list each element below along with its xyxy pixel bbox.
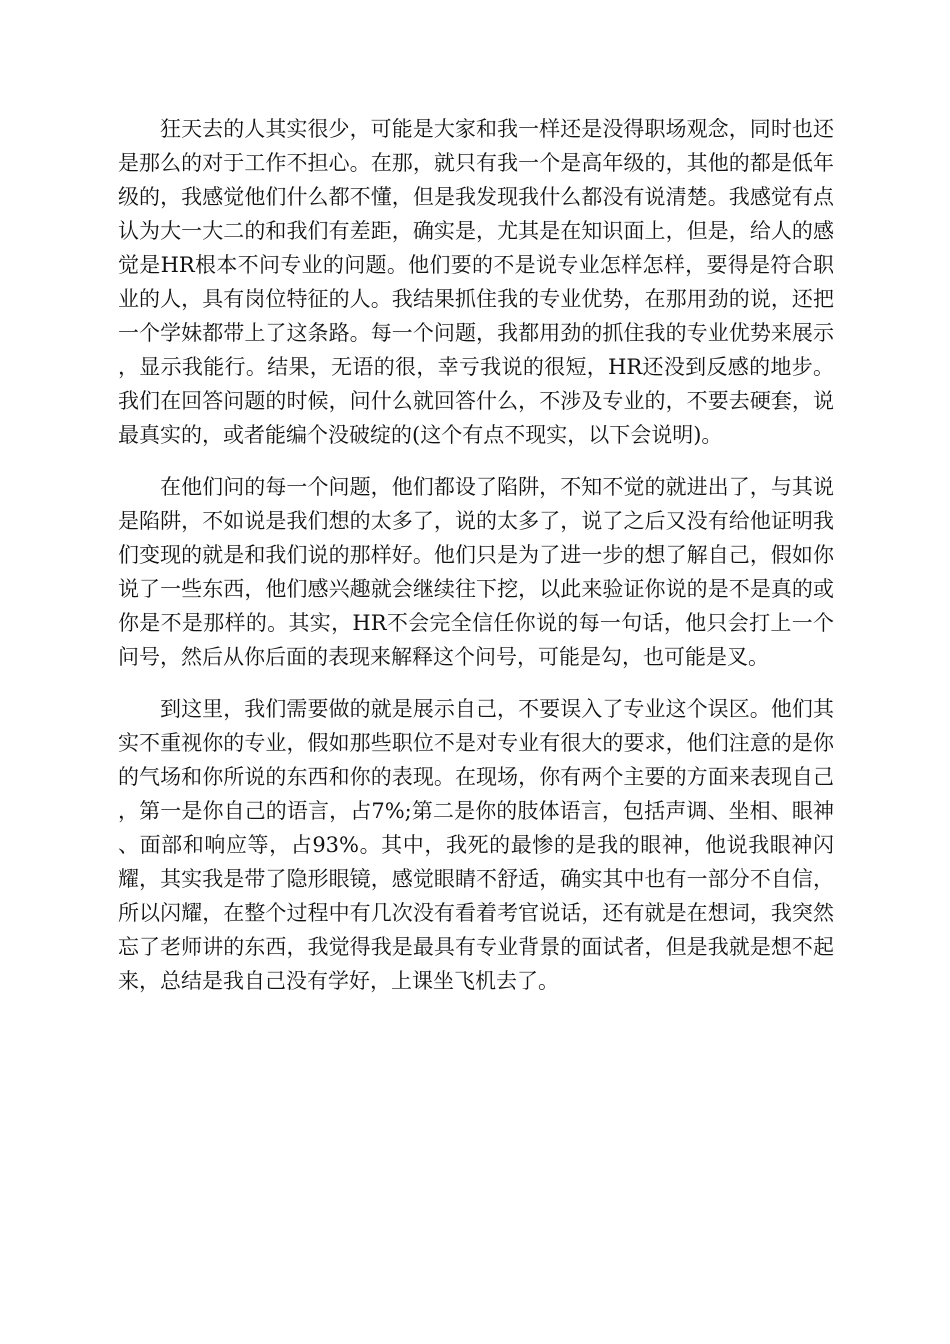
paragraph-2: 在他们问的每一个问题，他们都设了陷阱，不知不觉的就进出了，与其说是陷阱，不如说是我们想的太多了，说的太多了，说了之后又没有给他证明我们变现的就是和我们说的那样好。他们只是为了进一步的想了解自己，假如你说了一些东西，他们感兴趣就会继续往下挖，以此来验证你说的是不是真的或你是不是那样的。其实，HR不会完全信任你说的每一句话，他只会打上一个问号，然后从你后面的表现来解释这个问号，可能是勾，也可能是叉。 (118, 475, 834, 669)
paragraph-3: 到这里，我们需要做的就是展示自己，不要误入了专业这个误区。他们其实不重视你的专业，假如那些职位不是对专业有很大的要求，他们注意的是你的气场和你所说的东西和你的表现。在现场，你有两个主要的方面来表现自己，第一是你自己的语言，占7%;第二是你的肢体语言，包括声调、坐相、眼神、面部和响应等，占93%。其中，我死的最惨的是我的眼神，他说我眼神闪耀，其实我是带了隐形眼镜，感觉眼睛不舒适，确实其中也有一部分不自信，所以闪耀，在整个过程中有几次没有看着考官说话，还有就是在想词，我突然忘了老师讲的东西，我觉得我是最具有专业背景的面试者，但是我就是想不起来，总结是我自己没有学好，上课坐飞机去了。 (118, 697, 834, 993)
document-body (118, 112, 834, 1016)
paragraph-1: 狂天去的人其实很少，可能是大家和我一样还是没得职场观念，同时也还是那么的对于工作不担心。在那，就只有我一个是高年级的，其他的都是低年级的，我感觉他们什么都不懂，但是我发现我什么都没有说清楚。我感觉有点认为大一大二的和我们有差距，确实是，尤其是在知识面上，但是，给人的感觉是HR根本不问专业的问题。他们要的不是说专业怎样怎样，要得是符合职业的人，具有岗位特征的人。我结果抓住我的专业优势，在那用劲的说，还把一个学妹都带上了这条路。每一个问题，我都用劲的抓住我的专业优势来展示，显示我能行。结果，无语的很，幸亏我说的很短，HR还没到反感的地步。我们在回答问题的时候，问什么就回答什么，不涉及专业的，不要去硬套，说最真实的，或者能编个没破绽的(这个有点不现实，以下会说明)。 (118, 117, 834, 447)
